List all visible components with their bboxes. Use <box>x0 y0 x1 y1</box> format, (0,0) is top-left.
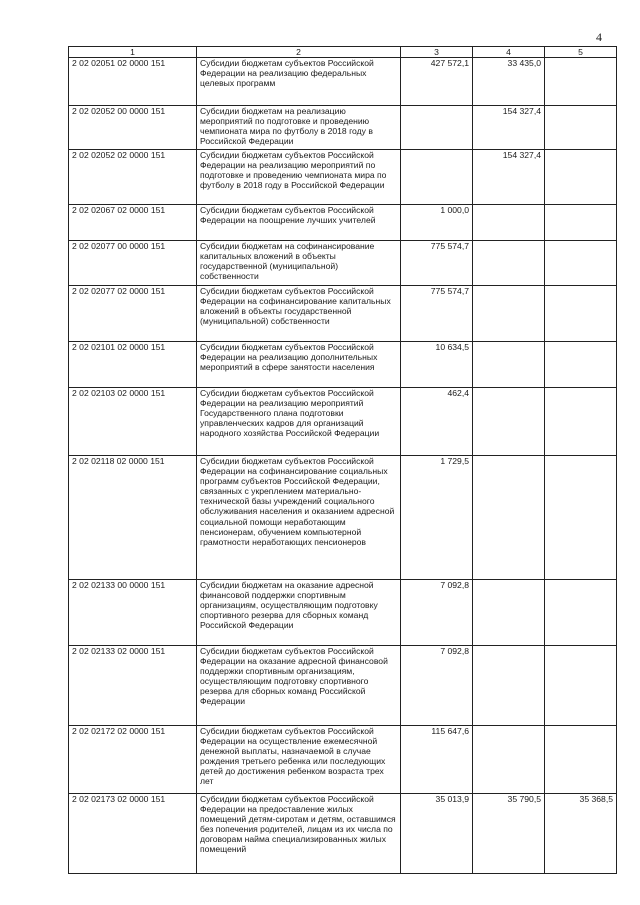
amount-col5 <box>545 342 617 388</box>
amount-col3: 7 092,8 <box>401 580 473 646</box>
amount-col5 <box>545 241 617 286</box>
budget-code: 2 02 02133 02 0000 151 <box>69 646 197 726</box>
amount-col4: 33 435,0 <box>473 58 545 106</box>
table-row <box>69 342 617 388</box>
amount-col5 <box>545 286 617 342</box>
amount-col3 <box>401 106 473 150</box>
budget-code: 2 02 02052 00 0000 151 <box>69 106 197 150</box>
table-row <box>69 388 617 456</box>
amount-col5 <box>545 388 617 456</box>
table-header-row <box>69 47 617 58</box>
table-row <box>69 580 617 646</box>
budget-code: 2 02 02077 00 0000 151 <box>69 241 197 286</box>
amount-col4 <box>473 456 545 580</box>
amount-col4 <box>473 388 545 456</box>
revenue-name: Субсидии бюджетам субъектов Российской Федерации на предоставление жилых помещений детям-сиротам и детям, оставшимся без попечения родителей, лицам из их числа по договорам найма специализированных жилых помещений <box>197 794 401 874</box>
budget-code: 2 02 02172 02 0000 151 <box>69 726 197 794</box>
budget-code: 2 02 02051 02 0000 151 <box>69 58 197 106</box>
column-header: 4 <box>473 47 545 58</box>
revenue-name: Субсидии бюджетам субъектов Российской Федерации на реализацию федеральных целевых программ <box>197 58 401 106</box>
column-header: 1 <box>69 47 197 58</box>
amount-col4: 154 327,4 <box>473 150 545 205</box>
budget-code: 2 02 02077 02 0000 151 <box>69 286 197 342</box>
revenue-name: Субсидии бюджетам субъектов Российской Федерации на софинансирование социальных программ субъектов Российской Федерации, связанных с укреплением материально-технической базы учреждений социального обслуживания населения и оказанием адресной социальной помощи неработающим пенсионерам, обучением компьютерной грамотности неработающих пенсионеров <box>197 456 401 580</box>
table-row <box>69 106 617 150</box>
amount-col3: 427 572,1 <box>401 58 473 106</box>
table-row <box>69 646 617 726</box>
amount-col5 <box>545 456 617 580</box>
amount-col3: 462,4 <box>401 388 473 456</box>
column-header: 5 <box>545 47 617 58</box>
amount-col3: 775 574,7 <box>401 286 473 342</box>
budget-code: 2 02 02173 02 0000 151 <box>69 794 197 874</box>
table-row <box>69 241 617 286</box>
revenue-name: Субсидии бюджетам на оказание адресной финансовой поддержки спортивным организациям, осуществляющим подготовку спортивного резерва для сборных команд Российской Федерации <box>197 580 401 646</box>
budget-code: 2 02 02118 02 0000 151 <box>69 456 197 580</box>
amount-col5 <box>545 106 617 150</box>
budget-code: 2 02 02052 02 0000 151 <box>69 150 197 205</box>
column-header: 2 <box>197 47 401 58</box>
amount-col3: 1 000,0 <box>401 205 473 241</box>
amount-col4 <box>473 205 545 241</box>
amount-col5: 35 368,5 <box>545 794 617 874</box>
revenue-name: Субсидии бюджетам субъектов Российской Федерации на реализацию мероприятий по подготовке и проведению чемпионата мира по футболу в 2018 году в Российской Федерации <box>197 150 401 205</box>
amount-col5 <box>545 646 617 726</box>
amount-col5 <box>545 205 617 241</box>
budget-code: 2 02 02067 02 0000 151 <box>69 205 197 241</box>
budget-code: 2 02 02133 00 0000 151 <box>69 580 197 646</box>
amount-col3: 115 647,6 <box>401 726 473 794</box>
amount-col4 <box>473 241 545 286</box>
revenue-name: Субсидии бюджетам на реализацию мероприятий по подготовке и проведению чемпионата мира по футболу в 2018 году в Российской Федерации <box>197 106 401 150</box>
amount-col5 <box>545 58 617 106</box>
table-row <box>69 726 617 794</box>
revenue-name: Субсидии бюджетам субъектов Российской Федерации на реализацию дополнительных мероприятий в сфере занятости населения <box>197 342 401 388</box>
revenue-name: Субсидии бюджетам субъектов Российской Федерации на софинансирование капитальных вложений в объекты государственной (муниципальной) собственности <box>197 286 401 342</box>
revenue-name: Субсидии бюджетам субъектов Российской Федерации на поощрение лучших учителей <box>197 205 401 241</box>
amount-col5 <box>545 580 617 646</box>
table-row <box>69 150 617 205</box>
amount-col3 <box>401 150 473 205</box>
amount-col5 <box>545 726 617 794</box>
budget-code: 2 02 02103 02 0000 151 <box>69 388 197 456</box>
revenue-name: Субсидии бюджетам на софинансирование капитальных вложений в объекты государственной (муниципальной) собственности <box>197 241 401 286</box>
amount-col4 <box>473 726 545 794</box>
table-row <box>69 58 617 106</box>
amount-col3: 1 729,5 <box>401 456 473 580</box>
amount-col3: 7 092,8 <box>401 646 473 726</box>
budget-revenue-table <box>68 46 617 874</box>
table-row <box>69 794 617 874</box>
table-row <box>69 205 617 241</box>
amount-col3: 775 574,7 <box>401 241 473 286</box>
table-row <box>69 286 617 342</box>
amount-col4 <box>473 580 545 646</box>
page-number: 4 <box>596 30 602 44</box>
amount-col4 <box>473 286 545 342</box>
column-header: 3 <box>401 47 473 58</box>
budget-code: 2 02 02101 02 0000 151 <box>69 342 197 388</box>
amount-col4: 35 790,5 <box>473 794 545 874</box>
table-row <box>69 456 617 580</box>
revenue-name: Субсидии бюджетам субъектов Российской Федерации на осуществление ежемесячной денежной выплаты, назначаемой в случае рождения третьего ребенка или последующих детей до достижения ребенком возраста трех лет <box>197 726 401 794</box>
amount-col4: 154 327,4 <box>473 106 545 150</box>
amount-col5 <box>545 150 617 205</box>
amount-col4 <box>473 342 545 388</box>
amount-col4 <box>473 646 545 726</box>
revenue-name: Субсидии бюджетам субъектов Российской Федерации на оказание адресной финансовой поддержки спортивным организациям, осуществляющим подготовку спортивного резерва для сборных команд Российской Федерации <box>197 646 401 726</box>
revenue-name: Субсидии бюджетам субъектов Российской Федерации на реализацию мероприятий Государственного плана подготовки управленческих кадров для организаций народного хозяйства Российской Федерации <box>197 388 401 456</box>
amount-col3: 35 013,9 <box>401 794 473 874</box>
amount-col3: 10 634,5 <box>401 342 473 388</box>
